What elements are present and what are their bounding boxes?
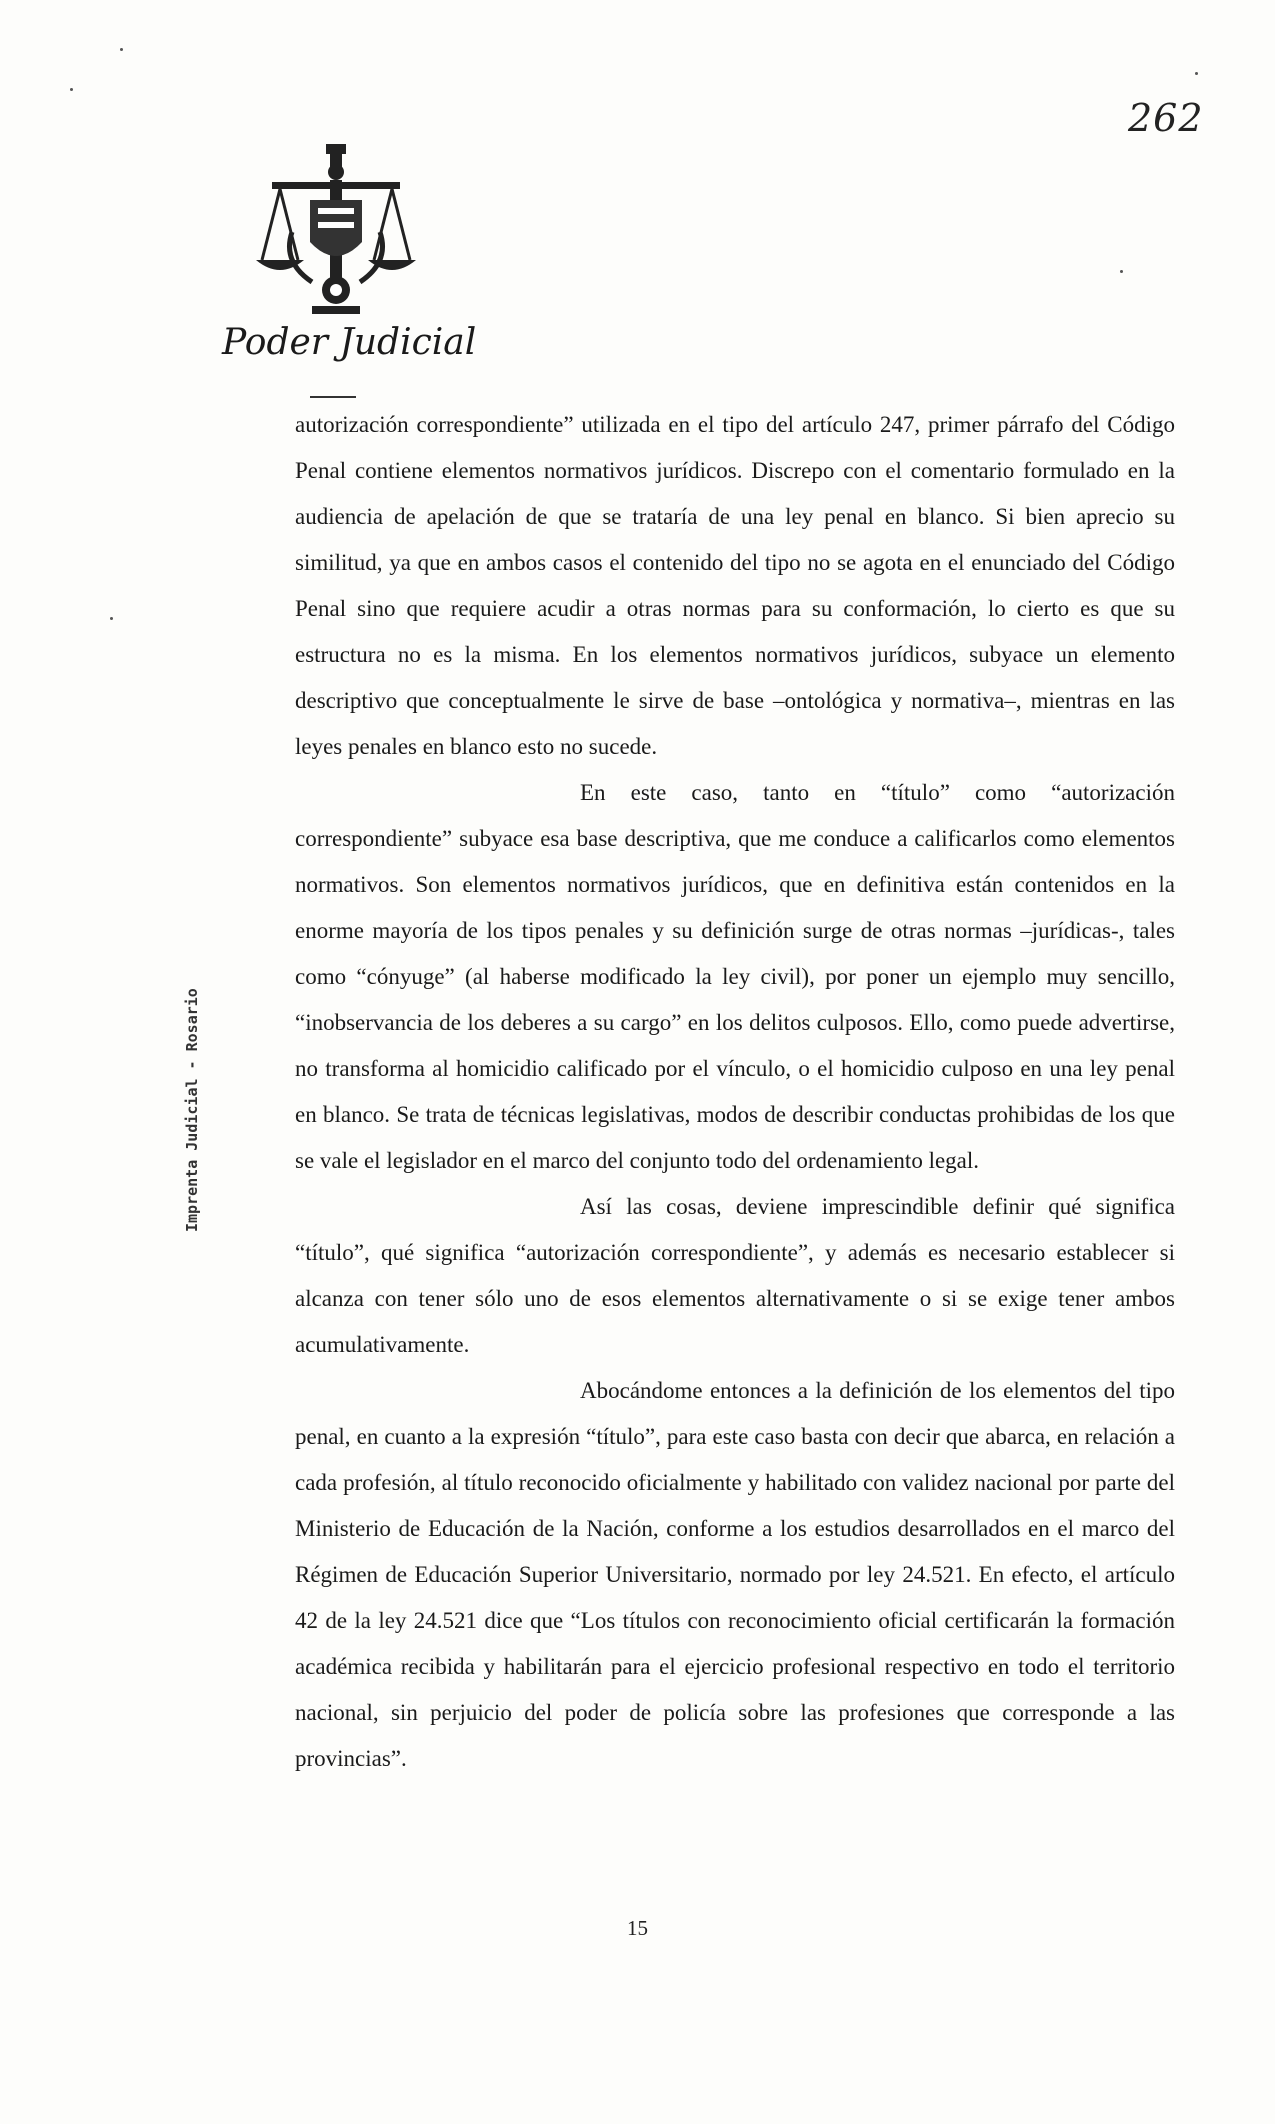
scales-of-justice-emblem-icon	[252, 142, 420, 320]
scan-speck	[110, 617, 113, 620]
paragraph: En este caso, tanto en “título” como “autorización correspondiente” subyace esa base descriptiva, que me conduce a calificarlos como elementos normativos. Son elementos normativos jurídicos, que en definitiva están contenidos en la enorme mayoría de los tipos penales y su definición surge de otras normas –jurídicas-, tales como “cónyuge” (al haberse modificado la ley civil), por poner un ejemplo muy sencillo, “inobservancia de los deberes a su cargo” en los delitos culposos. Ello, como puede advertirse, no transforma al homicidio calificado por el vínculo, o el homicidio culposo en una ley penal en blanco. Se trata de técnicas legislativas, modos de describir conductas prohibidas de los que se vale el legislador en el marco del conjunto todo del ordenamiento legal.	[295, 780, 1175, 1173]
scan-speck	[1120, 270, 1123, 273]
emblem-caption: Poder Judicial	[222, 322, 477, 363]
body-text	[295, 402, 1175, 1782]
scan-speck	[1195, 72, 1198, 75]
paragraph: autorización correspondiente” utilizada en el tipo del artículo 247, primer párrafo del Código Penal contiene elementos normativos jurídicos. Discrepo con el comentario formulado en la audiencia de apelación de que se trataría de una ley penal en blanco. Si bien aprecio su similitud, ya que en ambos casos el contenido del tipo no se agota en el enunciado del Código Penal sino que requiere acudir a otras normas para su conformación, lo cierto es que su estructura no es la misma. En los elementos normativos jurídicos, subyace un elemento descriptivo que conceptualmente le sirve de base –ontológica y normativa–, mientras en las leyes penales en blanco esto no sucede.	[295, 412, 1175, 759]
paragraph: Así las cosas, deviene imprescindible definir qué significa “título”, qué significa “autorización correspondiente”, y además es necesario establecer si alcanza con tener sólo uno de esos elementos alternativamente o si se exige tener ambos acumulativamente.	[295, 1194, 1175, 1357]
page-folio: 262	[1128, 96, 1204, 140]
scan-speck	[70, 88, 73, 91]
paragraph: Abocándome entonces a la definición de los elementos del tipo penal, en cuanto a la expresión “título”, para este caso basta con decir que abarca, en relación a cada profesión, al título reconocido oficialmente y habilitado con validez nacional por parte del Ministerio de Educación de la Nación, conforme a los estudios desarrollados en el marco del Régimen de Educación Superior Universitario, normado por ley 24.521. En efecto, el artículo 42 de la ley 24.521 dice que “Los títulos con reconocimiento oficial certificarán la formación académica recibida y habilitarán para el ejercicio profesional respectivo en todo el territorio nacional, sin perjuicio del poder de policía sobre las profesiones que corresponde a las provincias”.	[295, 1378, 1175, 1771]
scan-speck	[120, 48, 123, 51]
side-imprint: Imprenta Judicial - Rosario	[183, 988, 201, 1232]
page-number: 15	[627, 1916, 648, 1940]
caption-underline	[310, 396, 356, 398]
